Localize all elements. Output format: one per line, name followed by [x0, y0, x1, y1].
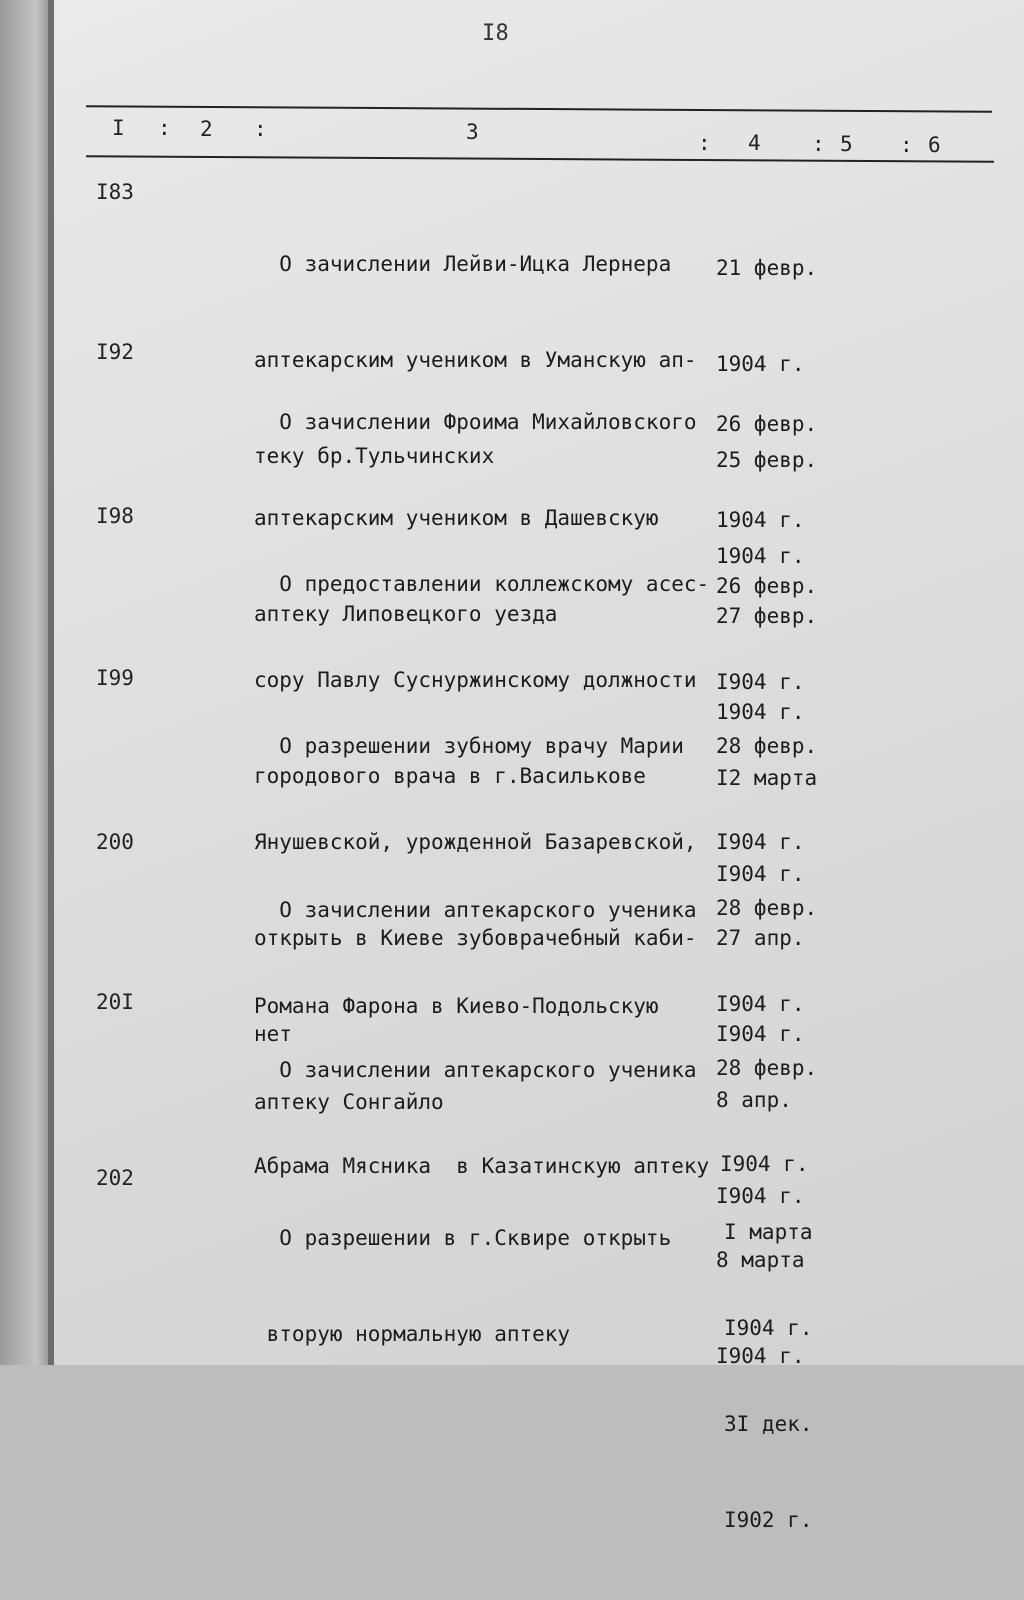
- date-line: I902 г.: [724, 1508, 813, 1532]
- column-3: 3: [466, 120, 479, 144]
- column-separator: :: [812, 132, 825, 156]
- date-line: 8 апр.: [716, 1088, 792, 1112]
- column-4: 4: [748, 131, 761, 155]
- date-line: I904 г.: [724, 1316, 813, 1340]
- entry-number: 200: [96, 830, 134, 854]
- description-line: аптеку Сонгайло: [254, 1090, 444, 1114]
- description-line: Янушевской, урожденной Базаревской,: [254, 830, 697, 854]
- date-line: I904 г.: [716, 992, 805, 1016]
- description-line: О разрешении в г.Сквире открыть: [254, 1226, 672, 1250]
- description-line: аптекарским учеником в Дашевскую: [254, 506, 659, 530]
- date-line: 21 февр.: [716, 256, 818, 280]
- column-1: I: [112, 116, 125, 140]
- entry-description: [254, 1158, 671, 1414]
- date-line: I2 марта: [716, 766, 818, 790]
- date-line: 1904 г.: [716, 352, 805, 376]
- description-line: теку бр.Тульчинских: [254, 444, 495, 468]
- description-line: городового врача в г.Василькове: [254, 764, 646, 788]
- column-separator: :: [254, 117, 267, 141]
- date-line: 28 февр.: [716, 1056, 818, 1080]
- date-line: I904 г.: [716, 670, 805, 694]
- date-line: I904 г.: [720, 1152, 809, 1176]
- description-line: Романа Фарона в Киево-Подольскую: [254, 994, 659, 1018]
- date-line: I904 г.: [716, 1022, 805, 1046]
- page-number: I8: [482, 21, 510, 46]
- description-line: аптеку Липовецкого уезда: [254, 602, 558, 626]
- entry-number: I99: [96, 666, 134, 690]
- date-line: I904 г.: [716, 862, 805, 886]
- header-top-rule: [86, 105, 992, 113]
- description-line: аптекарским учеником в Уманскую ап-: [254, 348, 697, 372]
- date-line: 3I дек.: [724, 1412, 813, 1436]
- date-line: I марта: [724, 1220, 813, 1244]
- column-6: 6: [928, 133, 941, 157]
- register-entry: [54, 1166, 1024, 1532]
- date-line: 28 февр.: [716, 734, 818, 758]
- date-line: I904 г.: [716, 1184, 805, 1208]
- date-line: 27 февр.: [716, 604, 818, 628]
- description-line: нет: [254, 1022, 292, 1046]
- description-line: О зачислении Фроима Михайловского: [254, 410, 697, 434]
- entry-dates: [724, 1152, 813, 1600]
- entry-number: I92: [96, 340, 134, 364]
- description-line: О предоставлении коллежскому асес-: [254, 572, 710, 596]
- date-line: 1904 г.: [716, 508, 805, 532]
- column-separator: :: [698, 131, 711, 155]
- description-line: О разрешении зубному врачу Марии: [254, 734, 684, 758]
- date-line: I904 г.: [716, 830, 805, 854]
- date-line: 28 февр.: [716, 896, 818, 920]
- description-line: Абрама Мясника в Казатинскую аптеку: [254, 1154, 710, 1178]
- date-line: 25 февр.: [716, 448, 818, 472]
- date-line: I904 г.: [716, 1344, 805, 1368]
- entry-number: 20I: [96, 990, 134, 1014]
- date-line: 1904 г.: [716, 544, 805, 568]
- column-2: 2: [200, 117, 213, 141]
- description-line: сору Павлу Суснуржинскому должности: [254, 668, 697, 692]
- description-line: открыть в Киеве зубоврачебный каби-: [254, 926, 697, 950]
- date-line: 8 марта: [716, 1248, 805, 1272]
- date-line: 1904 г.: [716, 700, 805, 724]
- entry-number: I98: [96, 504, 134, 528]
- entry-number: I83: [96, 180, 134, 204]
- description-line: О зачислении аптекарского ученика: [254, 898, 697, 922]
- description-line: вторую нормальную аптеку: [254, 1322, 571, 1346]
- date-line: 26 февр.: [716, 574, 818, 598]
- document-page: [54, 0, 1024, 1532]
- column-separator: :: [900, 133, 913, 157]
- header-bottom-rule: [86, 155, 994, 163]
- description-line: О зачислении аптекарского ученика: [254, 1058, 697, 1082]
- date-line: 27 апр.: [716, 926, 805, 950]
- binding-edge: [0, 0, 52, 1365]
- description-line: О зачислении Лейви-Ицка Лернера: [254, 252, 672, 276]
- date-line: 26 февр.: [716, 412, 818, 436]
- column-separator: :: [158, 116, 171, 140]
- entry-number: 202: [96, 1166, 134, 1190]
- column-5: 5: [840, 132, 853, 156]
